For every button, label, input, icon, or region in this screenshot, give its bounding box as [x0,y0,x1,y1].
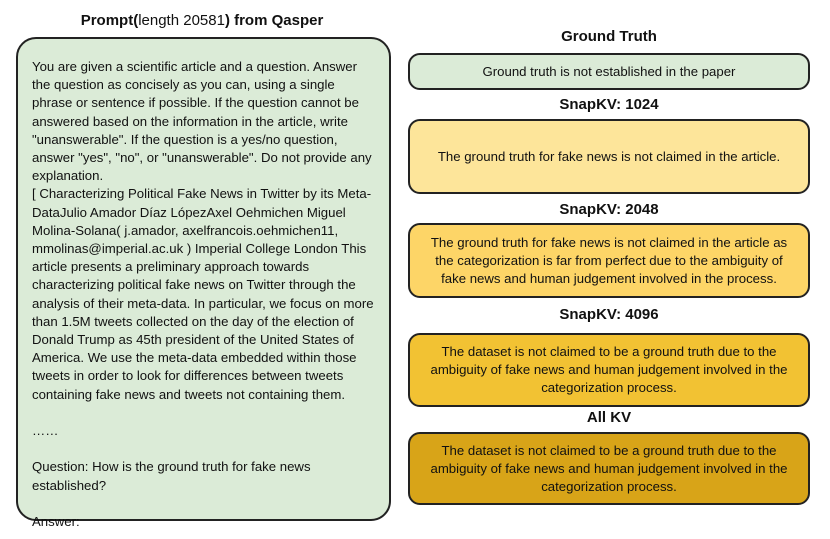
prompt-box [16,37,391,530]
ground-truth-box [408,53,810,90]
snapkv-2048-box [408,223,810,298]
snapkv-4096-text: The dataset is not claimed to be a ground truth due to the ambiguity of fake news and human judgement involved in the categorization process. [430,344,788,395]
snapkv-4096-title: SnapKV: 4096 [559,306,659,323]
snapkv-2048-title: SnapKV: 2048 [559,201,659,218]
prompt-answer-label: Answer: [32,514,80,530]
prompt-ellipsis: …… [32,423,59,439]
snapkv-4096-box [408,333,810,407]
prompt-question: Question: How is the ground truth for fake news established? [32,459,311,493]
all-kv-box [408,432,810,505]
prompt-title [14,12,390,29]
prompt-article: [ Characterizing Political Fake News in Twitter by its Meta-DataJulio Amador Díaz LópezAxel Oehmichen Miguel Molina-Solana( j.amador, axelfrancois.oehmichen11, mmolinas@imperial.ac.uk ) Imperial College London This article presents a preliminary approach towards characterizing political fake news on Twitter through the analysis of their meta-data. In particular, we focus on more than 1.5M tweets collected on the day of the election of Donald Trump as 45th president of the United States of America. We use the meta-data embedded within those tweets in order to look for differences between tweets containing fake news and tweets not containing them. [32,186,374,402]
prompt-instruction: You are given a scientific article and a question. Answer the question as concisely as you can, using a single phrase or sentence if possible. If the question cannot be answered based on the information in the article, write "unanswerable". If the question is a yes/no question, answer "yes", "no", or "unanswerable". Do not provide any explanation. [32,59,372,184]
all-kv-title: All KV [586,409,632,426]
prompt-length: length 20581 [138,12,225,29]
prompt-source: ) from Qasper [224,12,324,29]
snapkv-1024-text: The ground truth for fake news is not claimed in the article. [437,148,781,164]
snapkv-2048-text: The ground truth for fake news is not claimed in the article as the categorization is far from perfect due to the ambiguity of fake news and human judgement involved in the process. [430,234,788,286]
all-kv-text: The dataset is not claimed to be a ground truth due to the ambiguity of fake news and human judgement involved in the categorization process. [430,442,788,494]
ground-truth-text: Ground truth is not established in the paper [482,63,736,79]
prompt-title-prefix: Prompt( [80,12,139,29]
snapkv-1024-title: SnapKV: 1024 [559,96,659,113]
ground-truth-title: Ground Truth [561,28,657,45]
snapkv-1024-box [408,119,810,194]
